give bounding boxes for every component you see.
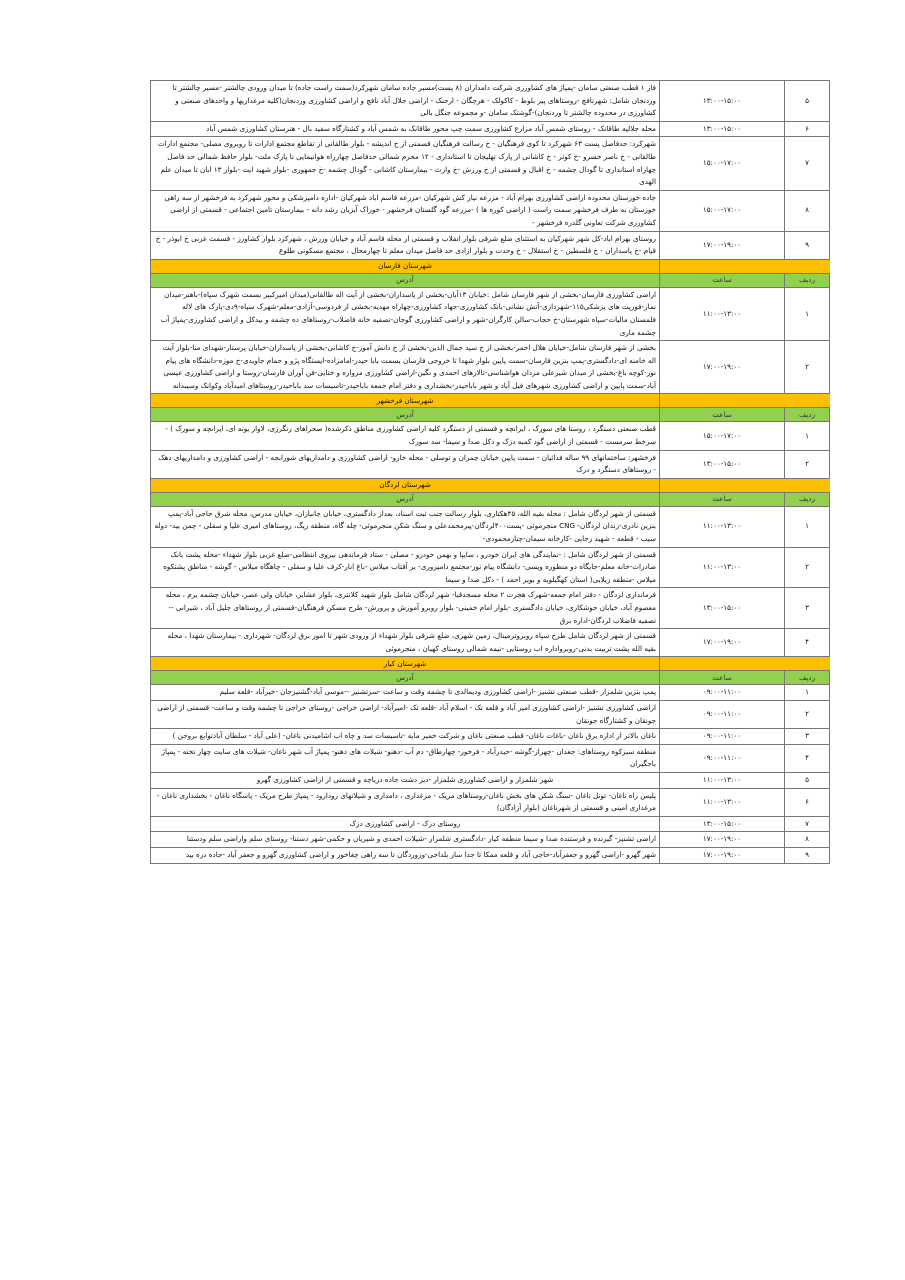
row-number: ۷ — [785, 816, 830, 832]
outage-time: ۰۹:۰۰-۱۱:۰۰ — [660, 744, 785, 772]
column-header-time: ساعت — [660, 273, 785, 287]
outage-time: ۰۹:۰۰-۱۱:۰۰ — [660, 700, 785, 728]
outage-address: فاز ۱ قطب صنعتی سامان -پمپاژ های کشاورزی شرکت دامداران (۸ پست)مسیر جاده سامان شهرکرد(سمت راست جاده) تا میدان ورودی چالشتر -مسیر چالشتر تا وردنجان شامل: شهرنافچ -روستاهای پیر بلوط - کاکولک - هرچگان - ارجنک - اراضی جلال آباد نافچ و اراضی کشاورزی وردنجان(کلیه مرغداریها و واحدهای صنعتی و کشاورزی در محدوده چالشتر تا وردنجان)-گوشتک سامان -و مجموعه جنگل بالی — [151, 81, 660, 122]
section-title-row — [151, 259, 830, 273]
section-title: شهرستان لردگان — [151, 478, 660, 492]
table-row — [151, 700, 830, 728]
outage-address: قسمتی از شهر لردگان شامل : محله بقیه الله، ۴۵هکتاری، بلوار رسالت جنب ثبت اسناد، بعداز دادگستری، خیابان جانبازان، خیابان مدرس، محله شرق حاجی آباد-پمپ بنزین نادری-زندان لردگان- CNG منجرموئی -پست۴۰۰لردگان-پیرمحمدعلی و سنگ شکن منجرموئی- چله گاه، منطقه ریگ، روستاهای امیری علیا و سفلی - چمن بید- دوله سیب - قطعه - شهید رجایی -کارخانه سیمان-چنارمحمودی- — [151, 506, 660, 547]
column-header-address: آدرس — [151, 671, 660, 685]
outage-address: فرمانداری لردگان - دفتر امام جمعه-شهرک هجرت ۲ محله مسجدقبا- شهر لردگان شامل بلوار شهید کلانتری، بلوار عشایر، خیابان ولی عصر، خیابان چشمه برم ، محله معصوم آباد، خیابان جوشکاری، خیابان دادگستری -بلوار امام خمینی- بلوار روبرو آموزش و پرورش- طرح مسکن فرهنگیان-قسمتی از روستاهای جلیل آباد ، شیرانی -- تصفیه فاضلاب لردگان-اداره برق — [151, 588, 660, 629]
row-number: ۹ — [785, 231, 830, 259]
row-number: ۲ — [785, 450, 830, 478]
outage-address: پمپ بنزین شلمزار -قطب صنعتی تشنیز -اراضی کشاورزی ودیمالدی تا چشمه وقت و ساعت -سرتشنیز --موسی آباد-گشنیزجان -خیرآباد -قلعه سلیم — [151, 685, 660, 701]
outage-address: شهرکرد: حدفاصل پست ۶۳ شهرکرد تا کوی فرهنگیان - خ رسالت فرهنگیان قسمتی از خ اندیشه - بلوار طالقانی از تقاطع مجتمع ادارات تا روبروی مصلی- مجتمع ادارات طالقانی - خ ناصر خسرو -خ کوثر - خ کاشانی از پارک تهلیجان تا استانداری - ۱۲ محرم شمالی حدفاصل چهارراه هوانیمایی تا پارک ملت- بلوار حافظ شمالی حد فاصل چهاراه استانداری تا گودال چشمه - خ اقبال و قسمتی از خ ورزش -خ وارث - بیمارستان کاشانی - گودال چشمه -خ جمهوری -بلوار شهید ایت -بلوار ۱۳ ابان تا میدان علم الهدی — [151, 137, 660, 190]
section-cell — [785, 259, 830, 273]
outage-address: روستای بهرام اباد-کل شهر شهرکیان به استثنای ضلع شرقی بلوار انقلاب و قسمتی از محله قاسم آباد و خیابان ورزش ، شهرکرد بلوار کشاورز - قسمت غربی خ ابوذر - خ قیام -خ پاسداران - خ فلسطین - خ استقلال - خ وحدت و بلوار ازادی حد فاصل میدان معلم تا چهارمحال ، مجتمع مسکونی طلوع — [151, 231, 660, 259]
row-number: ۲ — [785, 547, 830, 588]
section-title-row — [151, 478, 830, 492]
table-row — [151, 772, 830, 788]
column-header-address: آدرس — [151, 273, 660, 287]
outage-address: قسمتی از شهر لردگان شامل طرح سپاه روبروترمینال، زمین شهری، ضلع شرقی بلوار شهداء از ورودی شهر تا امور برق لردگان- شهرداری - بیمارستان شهدا ، محله بقیه الله پشت تربیت بدنی-روبرواداره اب روستایی -نیمه شمالی روستای کهیان ، منجرموئی — [151, 629, 660, 657]
column-header-address: آدرس — [151, 492, 660, 506]
section-cell — [660, 478, 785, 492]
table-row — [151, 729, 830, 745]
outage-address: قطب صنعتی دستگرد ، روستا های سورک ، ایرانچه و قسمتی از دستگرد کلیه اراضی کشاورزی مناطق ذکرشده( صحراهای رنگرزی، لاوار یونه ای، ایرانچه و سورک ) - سرخط سرمست - قسمتی از اراضی گود کمبه دزک و دکل صدا و سیما- سد سورک — [151, 422, 660, 450]
row-number: ۶ — [785, 121, 830, 137]
table-row — [151, 81, 830, 122]
section-title: شهرستان فرخشهر — [151, 394, 660, 408]
table-row — [151, 847, 830, 863]
outage-time: ۱۵:۰۰-۱۷:۰۰ — [660, 422, 785, 450]
table-row — [151, 506, 830, 547]
column-header-row — [151, 273, 830, 287]
outage-address: اراضی کشاورزی تشنیز -اراضی کشاورزی امیر آباد و قلعه تک - اسلام آباد -قلعه تک -امیرآباد- اراضی خراجی -روستای خراجی تا چشمه وقت و ساعت- قسمتی از اراضی جونقان و کشتارگاه جونقان — [151, 700, 660, 728]
section-title: شهرستان کیار — [151, 657, 660, 671]
row-number: ۵ — [785, 772, 830, 788]
row-number: ۲ — [785, 341, 830, 394]
table-row — [151, 121, 830, 137]
column-header-time: ساعت — [660, 671, 785, 685]
outage-time: ۱۷:۰۰-۱۹:۰۰ — [660, 847, 785, 863]
outage-time: ۰۹:۰۰-۱۱:۰۰ — [660, 685, 785, 701]
row-number: ۸ — [785, 190, 830, 231]
row-number: ۵ — [785, 81, 830, 122]
table-row — [151, 341, 830, 394]
column-header-radif: ردیف — [785, 408, 830, 422]
outage-address: پلیس راه ناغان- تونل ناغان -سنگ شکن های بخش ناغان-روستاهای مریک - مرغداری ، دامداری و شیلاتهای رودارود - پمپاژ طرح مریک - پاسگاه ناغان - بخشداری ناغان - مرغداری امینی و قسمتی از شهرناغان (بلوار آزادگان) — [151, 788, 660, 816]
section-cell — [660, 657, 785, 671]
outage-time: ۱۱:۰۰-۱۳:۰۰ — [660, 547, 785, 588]
column-header-row — [151, 671, 830, 685]
column-header-time: ساعت — [660, 408, 785, 422]
row-number: ۳ — [785, 588, 830, 629]
table-row — [151, 231, 830, 259]
section-cell — [785, 394, 830, 408]
row-number: ۳ — [785, 729, 830, 745]
schedule-table — [150, 80, 830, 864]
outage-address: محله جلالیه طاقانک - روستای شمس آباد مزارع کشاورزی سمت چپ محور طاقانک به شمس آباد و کشتارگاه سفید بال - هنرستان کشاورزی شمس آباد — [151, 121, 660, 137]
outage-time: ۱۳:۰۰-۱۵:۰۰ — [660, 816, 785, 832]
row-number: ۱ — [785, 506, 830, 547]
outage-time: ۱۳:۰۰-۱۵:۰۰ — [660, 121, 785, 137]
outage-address: منطقه سبزکوه روستاهای: جغدان -چهراز-گوشه -حیدرآباد - فرخور- چهارطاق- دم آب -دهنو- شیلات های دهنو- پمپاژ آب شهر ناغان- شیلات های سایت چهار تخته - پمپاژ باجگیران — [151, 744, 660, 772]
outage-address: قسمتی از شهر لردگان شامل : -نمایندگی های ایران خودرو ، سایپا و بهمن خودرو - مصلی - ستاد فرماندهی نیروی انتظامی-ضلع غربی بلوار شهداء -محله پشت بانک صادرات-خانه معلم-جایگاه دو منظوره ویسی- دانشگاه پیام نور-مجتمع دامپروری- بر آفتاب میلاس -باغ انار-کرف علیا و سفلی - چاهگاه میلاس - گوشه - مناطق پشتکوه میلاس -منطقه زیلایی( استان کهگیلویه و بویر احمد ) - دکل صدا و سیما — [151, 547, 660, 588]
table-row — [151, 450, 830, 478]
table-row — [151, 287, 830, 340]
section-title: شهرستان فارسان — [151, 259, 660, 273]
section-cell — [660, 394, 785, 408]
table-row — [151, 137, 830, 190]
outage-time: ۱۳:۰۰-۱۵:۰۰ — [660, 81, 785, 122]
outage-time: ۱۱:۰۰-۱۳:۰۰ — [660, 772, 785, 788]
column-header-row — [151, 408, 830, 422]
table-row — [151, 832, 830, 848]
section-title-row — [151, 394, 830, 408]
row-number: ۴ — [785, 744, 830, 772]
outage-address: شهر گهرو -اراضی گهرو و جعفرآباد-حاجی آباد و قلعه ممکا تا جدا ساز بلداجی-وزوردگان تا سه راهی چغاخور و اراضی کشاورزی گهرو و جعفر آباد -جاده دره بید — [151, 847, 660, 863]
outage-time: ۱۱:۰۰-۱۳:۰۰ — [660, 287, 785, 340]
outage-address: شهر شلمزار و اراضی کشاورزی شلمزار -دیز دشت جاده دریاچه و قسمتی از اراضی کشاورزی گهرو — [151, 772, 660, 788]
table-row — [151, 744, 830, 772]
row-number: ۸ — [785, 832, 830, 848]
outage-time: ۰۹:۰۰-۱۱:۰۰ — [660, 729, 785, 745]
outage-address: اراضی کشاورزی فارسان-بخشی از شهر فارسان شامل :خیابان ۱۳آبان-بخشی از پاسداران-بخشی از آیت اله طالقانی(میدان امیرکبیر بسمت شهرک سپاه)-باهنر-میدان نماز-فوریت های پزشکی۱۱۵-شهرداری-آتش نشانی-بانک کشاورزی-جهاد کشاورزی-چهاراه مهدیه-بخشی از فردوسی-آزادی-معلم-شهرک سپاه-۹دی-پارک های لاله فلمستان مالیات-سپاه شهرستان-خ حجاب-سالن کارگران-شهر و اراضی کشاورزی گوجان-تصفیه خانه فاضلاب-روستاهای ده چشمه و بیدکل و اراضی کشاورزی-پمپاژ آب چشمه ماری — [151, 287, 660, 340]
outage-address: اراضی تشنیز- گیرنده و فرستنده صدا و سیما منطقه کیار -دادگستری شلمزار -شیلات احمدی و شیریان و حکمی-شهر دستنا- روستای سلم واراضی سلم ودستنا — [151, 832, 660, 848]
outage-address: ناغان بالاتر از اداره برق ناغان -باغات ناغان- قطب صنعتی ناغان و شرکت خمیر مایه -تاسیسات سد و چاه اب اشامیدنی ناغان- (علی آباد - سلطان آبادتوابع بروجن ) — [151, 729, 660, 745]
table-row — [151, 547, 830, 588]
row-number: ۷ — [785, 137, 830, 190]
section-cell — [785, 657, 830, 671]
outage-time: ۱۷:۰۰-۱۹:۰۰ — [660, 231, 785, 259]
table-row — [151, 190, 830, 231]
outage-time: ۱۱:۰۰-۱۳:۰۰ — [660, 506, 785, 547]
section-cell — [785, 478, 830, 492]
outage-time: ۱۳:۰۰-۱۵:۰۰ — [660, 450, 785, 478]
outage-time: ۱۳:۰۰-۱۵:۰۰ — [660, 588, 785, 629]
outage-address: بخشی از شهر فارسان شامل-خیابان هلال احمر-بخشی از خ سید جمال الدین-بخشی از خ دانش آموز-خ کاشانی-بخشی از پاسداران-خیابان پرستار-شهدای منا-بلوار آیت اله خامنه ای-دادگستری-پمپ بنزین فارسان-سمت پایین بلوار شهدا تا خروجی فارسان بسمت بابا حیدر-امامزاده-ایستگاه پژو و حمام جاویدی-خ موزه-دانشگاه های پیام نور-کوچه باغ-بخشی از میدان شیرعلی مردان هواشناسی-تالارهای احمدی و نگین-اراضی کشاورزی مرواره و ختایی-فن آوران فارسان-روستا و اراضی کشاورزی عیسی آباد-سمت پایین و اراضی کشاورزی شهرهای فیل آباد و شهر باباحیدر-بخشداری و دفتر امام جمعه باباحیدر-تاسیسات سد باباحیدر-روستاهای امیدآباد وکوانک وسیبدانه — [151, 341, 660, 394]
outage-time: ۱۵:۰۰-۱۷:۰۰ — [660, 190, 785, 231]
outage-address: روستای دزک - اراضی کشاورزی دزک — [151, 816, 660, 832]
section-cell — [660, 259, 785, 273]
row-number: ۱ — [785, 685, 830, 701]
outage-address: جاده خوزستان محدوده اراضی کشاورزی بهرام آباد - مزرعه نیاز کش شهرکیان -مزرعه قاسم اباد شهرکیان -اداره دامپزشکی و محور شهرکرد به فرخشهر از سه راهی خوزستان به طرف فرخشهر سمت راست ( اراضی کوره ها ) -مزرعه گود گلستان فرخشهر - خوراک آبزیان رشد دانه - بیمارستان تامین اجتماعی - قسمتی از اراضی کشاورزی شرکت تعاونی گلدره فرخشهر - — [151, 190, 660, 231]
row-number: ۱ — [785, 287, 830, 340]
column-header-radif: ردیف — [785, 671, 830, 685]
outage-time: ۱۷:۰۰-۱۹:۰۰ — [660, 629, 785, 657]
outage-schedule — [150, 80, 830, 864]
column-header-time: ساعت — [660, 492, 785, 506]
column-header-radif: ردیف — [785, 273, 830, 287]
row-number: ۹ — [785, 847, 830, 863]
table-row — [151, 788, 830, 816]
table-row — [151, 816, 830, 832]
outage-address: فرخشهر: ساختمانهای ۹۹ ساله فدائیان - سمت پایین خیابان چمران و توسلی - محله خارو- اراضی کشاورزی و دامداریهای شورابجه - اراضی کشاورزی و دامداریهای دهک - روستاهای دستگرد و دزک — [151, 450, 660, 478]
row-number: ۴ — [785, 629, 830, 657]
row-number: ۱ — [785, 422, 830, 450]
column-header-row — [151, 492, 830, 506]
outage-time: ۱۱:۰۰-۱۳:۰۰ — [660, 788, 785, 816]
table-row — [151, 629, 830, 657]
column-header-address: آدرس — [151, 408, 660, 422]
row-number: ۲ — [785, 700, 830, 728]
column-header-radif: ردیف — [785, 492, 830, 506]
table-row — [151, 588, 830, 629]
row-number: ۶ — [785, 788, 830, 816]
table-row — [151, 685, 830, 701]
section-title-row — [151, 657, 830, 671]
outage-time: ۱۷:۰۰-۱۹:۰۰ — [660, 341, 785, 394]
table-row — [151, 422, 830, 450]
outage-time: ۱۵:۰۰-۱۷:۰۰ — [660, 137, 785, 190]
outage-time: ۱۷:۰۰-۱۹:۰۰ — [660, 832, 785, 848]
